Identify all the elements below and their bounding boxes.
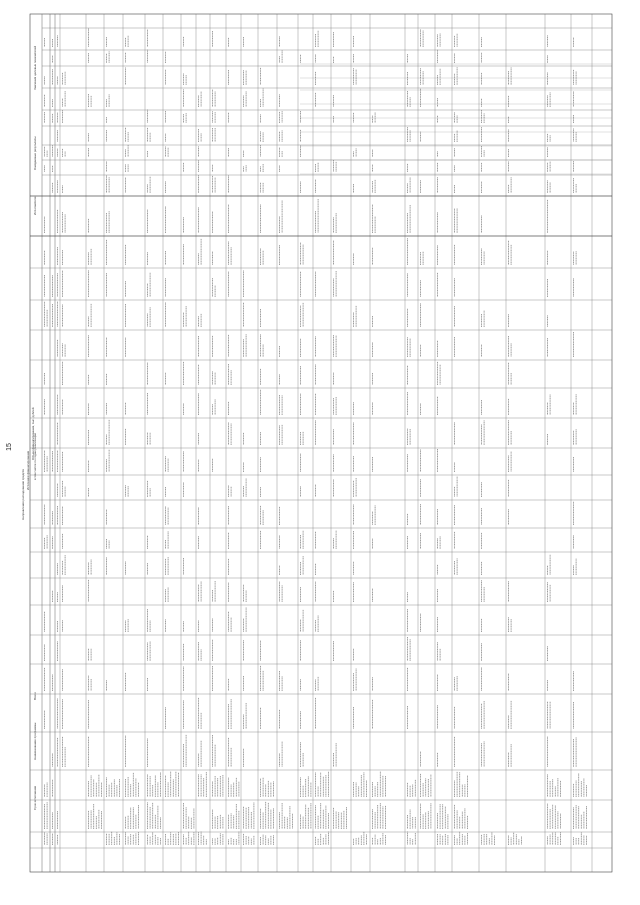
header-label: Объем финансирования, тыс. рублей xyxy=(31,407,35,460)
header-label: Направления расходования средств xyxy=(21,469,25,520)
table-header xyxy=(21,46,37,810)
header-label: в том числе по годам реализации xyxy=(33,433,37,480)
header-label: Наименование программы xyxy=(33,722,37,760)
header-label: Источники финансирования xyxy=(26,450,30,490)
header-label: Всего xyxy=(33,692,37,700)
page-number: 15 xyxy=(6,443,13,451)
table-border xyxy=(30,14,612,872)
header-label: Значения целевых показателей xyxy=(33,45,37,90)
header-label: Срок исполнения xyxy=(33,785,37,810)
header-label: Исполнители xyxy=(33,196,37,215)
table-cells xyxy=(45,29,587,845)
header-label: Ожидаемые результаты xyxy=(33,136,37,170)
table-grid xyxy=(30,14,612,872)
